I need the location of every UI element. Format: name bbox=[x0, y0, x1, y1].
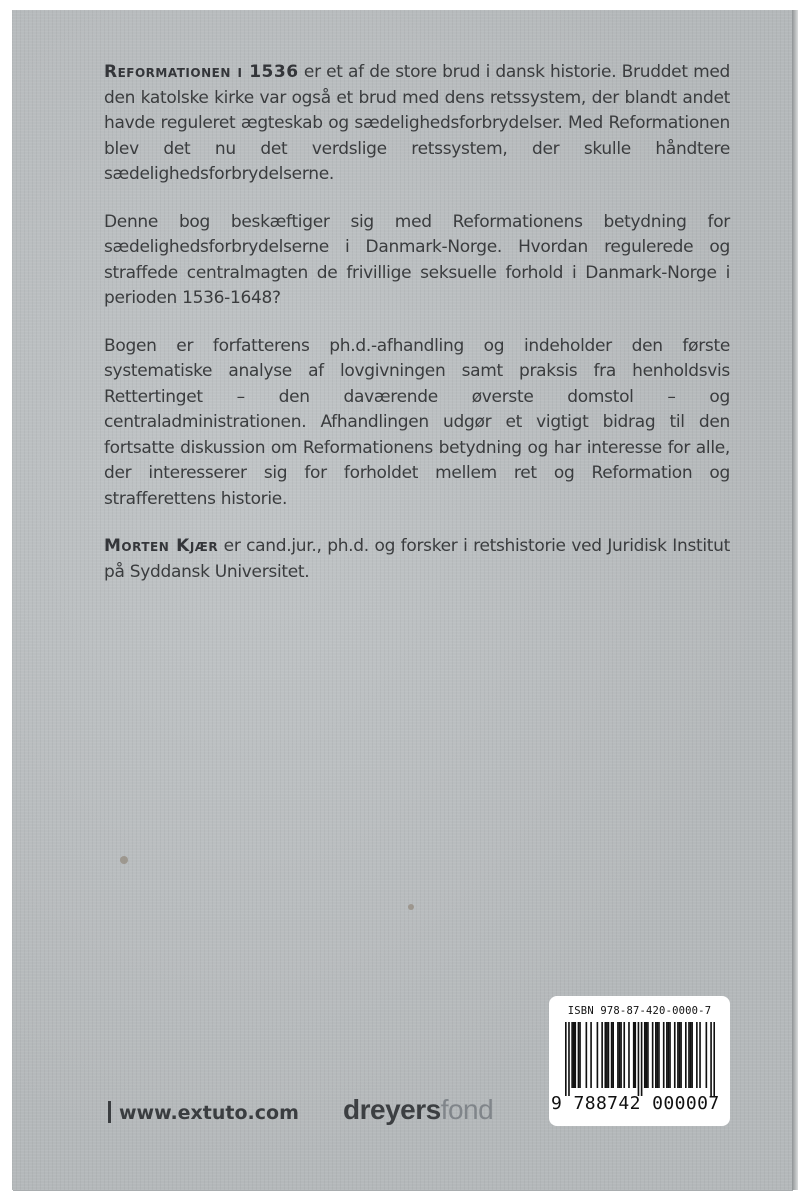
blurb-paragraph-thesis: Bogen er forfatterens ph.d.-afhandling og indeholder den første systematiske analyse af lovgivningen samt praksis fra henholdsvis Rettertinget – den daværende øverste domstol – og centraladministrationen. Afhandlingen udgør et vigtigt bidrag til den fortsatte diskussion om Reformationens betydning og har interesse for alle, der interesserer sig for forholdet mellem ret og Reformation og strafferettens historie. bbox=[104, 335, 730, 509]
barcode-bar bbox=[597, 1022, 599, 1088]
isbn-barcode bbox=[549, 996, 730, 1126]
barcode-bar bbox=[696, 1022, 698, 1088]
intro-text: er et af de store brud i dansk historie. Bruddet med den katolske kirke var også et brud med dens retssystem, der blandt andet havde reguleret ægteskab og sædelighedsforbrydelser. Med Reformationen blev det nu det verdslige retssystem, der skulle håndtere sædelighedsforbrydelserne. bbox=[104, 62, 730, 184]
barcode-bar bbox=[699, 1022, 701, 1088]
barcode-bar bbox=[691, 1022, 693, 1088]
barcode-bar bbox=[663, 1022, 665, 1088]
blurb-paragraph-intro bbox=[104, 60, 730, 188]
barcode-bar bbox=[669, 1022, 671, 1088]
barcode-bar bbox=[619, 1022, 621, 1088]
barcode-bar bbox=[568, 1022, 570, 1096]
author-bio-text: er cand.jur., ph.d. og forsker i retshistorie ved Juridisk Institut på Syddansk Universitet. bbox=[104, 536, 731, 582]
barcode-bar bbox=[578, 1022, 580, 1088]
barcode-bar bbox=[606, 1022, 608, 1088]
cover-edge bbox=[792, 10, 798, 1190]
barcode-bar bbox=[658, 1022, 660, 1088]
barcode-bar bbox=[608, 1022, 610, 1088]
barcode-bar bbox=[612, 1022, 614, 1088]
barcode-bar bbox=[620, 1022, 622, 1088]
barcode-bar bbox=[604, 1022, 606, 1088]
barcode-bar bbox=[579, 1022, 581, 1088]
author-name: Morten Kjær bbox=[104, 536, 219, 556]
barcode-bar bbox=[652, 1022, 654, 1088]
intro-lead: Reformationen i 1536 bbox=[104, 62, 299, 82]
publisher-logo bbox=[343, 1094, 493, 1126]
website-url: www.extuto.com bbox=[119, 1102, 299, 1124]
barcode-bar bbox=[611, 1022, 613, 1088]
publisher-logo-main: dreyers bbox=[343, 1094, 441, 1125]
barcode-bar bbox=[565, 1022, 567, 1096]
barcode-bar bbox=[674, 1022, 676, 1088]
publisher-logo-sub: fond bbox=[440, 1094, 494, 1125]
barcode-bar bbox=[657, 1022, 659, 1088]
barcode-bar bbox=[617, 1022, 619, 1088]
barcode-bar bbox=[677, 1022, 679, 1088]
stain-mark bbox=[120, 856, 128, 864]
barcode-bar bbox=[601, 1022, 603, 1088]
barcode-bar bbox=[680, 1022, 682, 1088]
isbn-label: ISBN 978-87-420-0000-7 bbox=[567, 1005, 712, 1017]
barcode-bar bbox=[633, 1022, 635, 1088]
barcode-bar bbox=[571, 1022, 573, 1088]
barcode-bar bbox=[586, 1022, 588, 1088]
barcode-bar bbox=[573, 1022, 575, 1088]
barcode-bar bbox=[574, 1022, 576, 1088]
barcode-bar bbox=[690, 1022, 692, 1088]
barcode-bar bbox=[668, 1022, 670, 1088]
stain-mark bbox=[408, 904, 414, 910]
barcode-bar bbox=[634, 1022, 636, 1088]
barcode-bar bbox=[655, 1022, 657, 1088]
barcode-bar bbox=[623, 1022, 625, 1088]
barcode-bar bbox=[646, 1022, 648, 1088]
barcode-bar bbox=[706, 1022, 708, 1088]
ean-digits: 9 788742 000007 bbox=[551, 1093, 720, 1114]
blurb-paragraph-topic: Denne bog beskæftiger sig med Reformationens betydning for sædelighedsforbrydelserne i Danmark-Norge. Hvordan regulerede og straffede centralmagten de frivillige seksuelle forhold i Danmark-Norge i perioden 1536-1648? bbox=[104, 211, 730, 308]
barcode-bar bbox=[628, 1022, 630, 1088]
barcode-bar bbox=[641, 1022, 643, 1096]
barcode-bar bbox=[685, 1022, 687, 1088]
barcode-bar bbox=[590, 1022, 592, 1088]
barcode-bar bbox=[638, 1022, 640, 1096]
publisher-website[interactable] bbox=[108, 1101, 299, 1124]
barcode-bar bbox=[713, 1022, 715, 1096]
barcode-bars bbox=[565, 1022, 715, 1096]
website-divider bbox=[108, 1101, 111, 1123]
barcode-bar bbox=[666, 1022, 668, 1088]
barcode-bar bbox=[679, 1022, 681, 1088]
author-bio bbox=[104, 534, 730, 585]
barcode-bar bbox=[710, 1022, 712, 1096]
barcode-bar bbox=[688, 1022, 690, 1088]
barcode-bar bbox=[647, 1022, 649, 1088]
barcode-bar bbox=[644, 1022, 646, 1088]
blurb-text bbox=[104, 60, 730, 607]
